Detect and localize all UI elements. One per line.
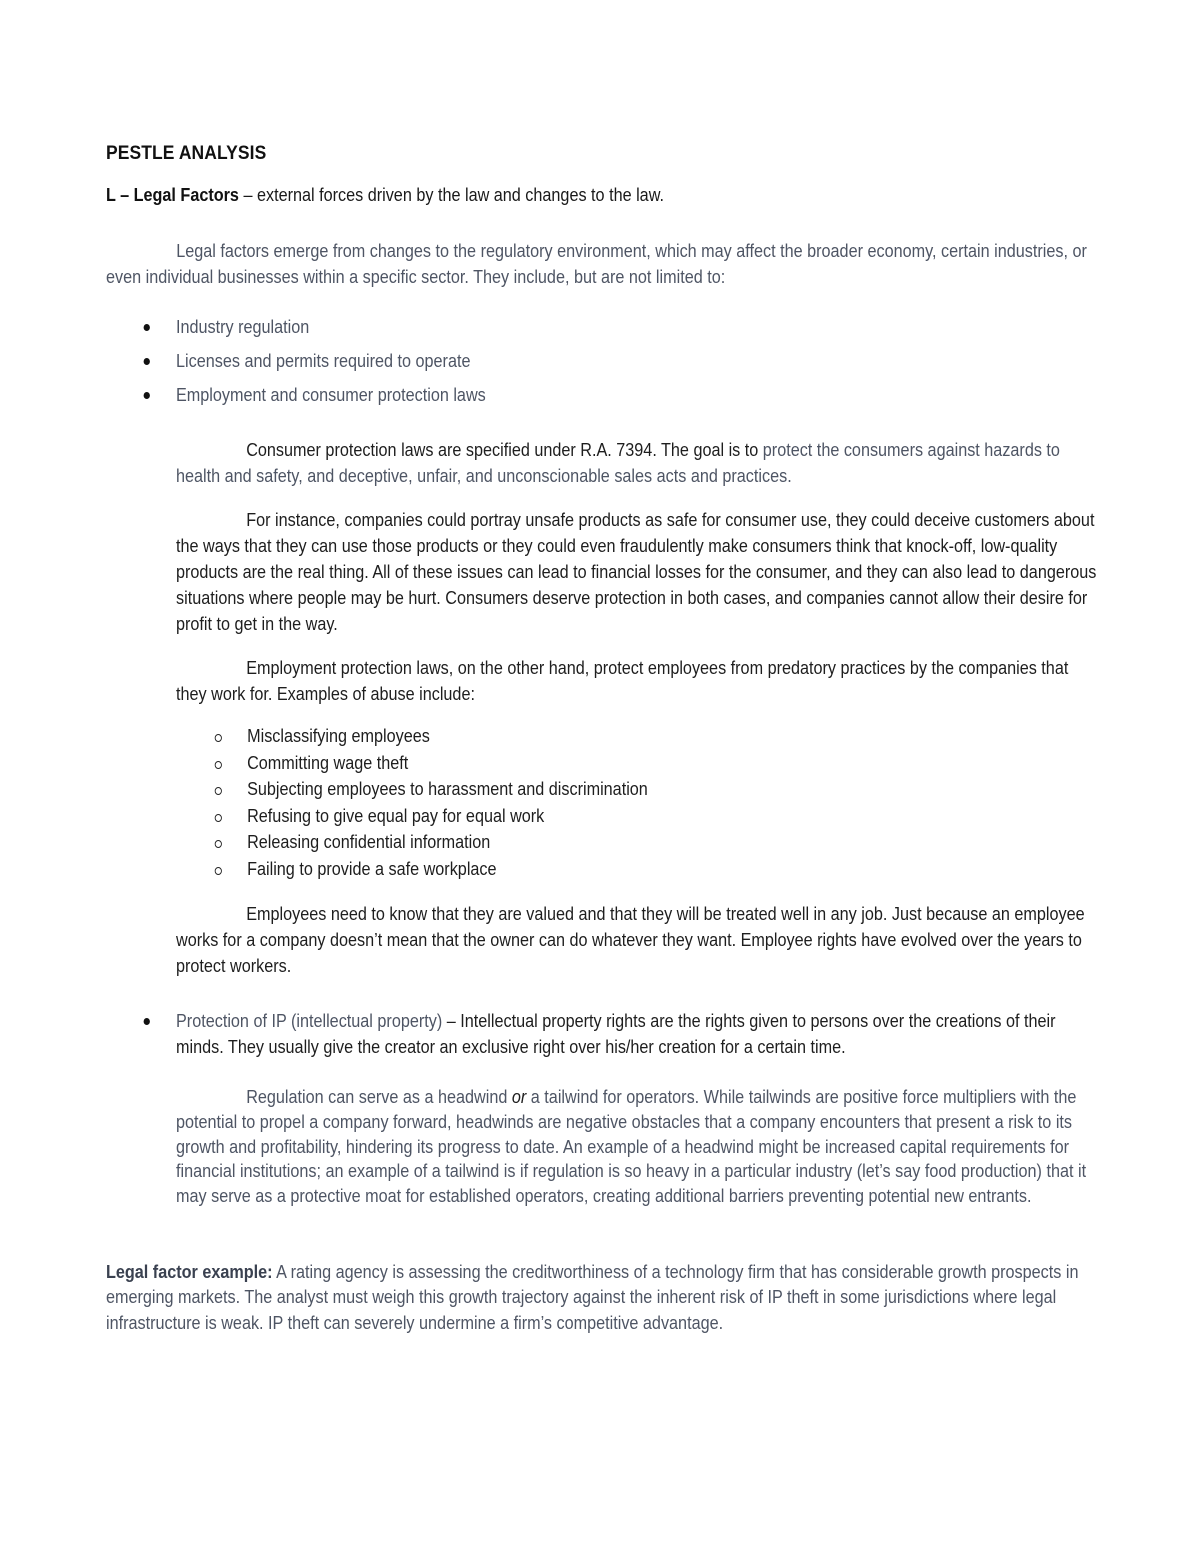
list-item: Subjecting employees to harassment and discrimination [212,776,648,803]
list-item: Failing to provide a safe workplace [212,856,648,883]
list-item: Refusing to give equal pay for equal work [212,803,648,830]
bullet-icon [144,324,150,331]
instance-paragraph [176,507,1103,637]
regulation-after-text: a tailwind for operators. While tailwinds are positive force multipliers with the potential to propel a company forward, headwinds are negative obstacles that a company encounters that present a risk to its growth and profitability, hindering its progress to date. An example of a headwind might be increased capital requirements for financial institutions; an example of a tailwind is if regulation is so heavy in a particular industry (let’s say food production) that it may serve as a protective moat for established operators, creating additional barriers preventing potential new entrants. [176,1087,1087,1207]
bullet-icon [144,358,150,365]
intro-paragraph [106,238,1096,290]
section-heading-label: L – Legal Factors [106,185,239,205]
regulation-emphasis: or [511,1087,527,1107]
bullet-icon [144,392,150,399]
circle-bullet-icon [215,734,222,742]
consumer-lead-text: Consumer protection laws are specified under R.A. 7394. The goal is to [246,440,763,460]
regulation-before-text: Regulation can serve as a headwind [246,1087,512,1107]
list-item: Committing wage theft [212,750,648,777]
intro-text: Legal factors emerge from changes to the regulatory environment, which may affect the broader economy, certain industries, or even individual businesses within a specific sector. They include, but are not limited to: [106,241,1087,287]
list-item: Releasing confidential information [212,829,648,856]
ip-bullet-item [140,1008,1094,1060]
ip-label: Protection of IP (intellectual property) [176,1011,443,1031]
section-heading-text: – external forces driven by the law and changes to the law. [238,185,664,205]
example-text: A rating agency is assessing the creditworthiness of a technology firm that has considerable growth prospects in emerging markets. The analyst must weigh this growth trajectory against the inherent risk of IP theft in some jurisdictions where legal infrastructure is weak. IP theft can severely undermine a firm’s competitive advantage. [106,1262,1079,1333]
abuse-list [212,723,648,883]
consumer-rest-text: protect the consumers against hazards to health and safety, and deceptive, unfair, and unconscionable sales acts and practices. [176,440,1060,486]
bullet-icon [144,1018,150,1025]
employment-paragraph [176,655,1103,707]
regulation-paragraph [176,1085,1103,1209]
consumer-protection-paragraph [176,437,1103,489]
ip-text: – Intellectual property rights are the rights given to persons over the creations of their minds. They usually give the creator an exclusive right over his/her creation for a certain time. [176,1011,1056,1057]
list-item: Licenses and permits required to operate [140,344,486,378]
instance-text: For instance, companies could portray unsafe products as safe for consumer use, they could deceive customers about the ways that they can use those products or they could even fraudulently make consumers think that knock-off, low-quality products are the real thing. All of these issues can lead to financial losses for the consumer, and they can also lead to dangerous situations where people may be hurt. Consumers deserve protection in both cases, and companies cannot allow their desire for profit to get in the way. [176,510,1097,634]
list-item: Employment and consumer protection laws [140,378,486,412]
list-item: Industry regulation [140,310,486,344]
employees-paragraph [176,901,1103,979]
circle-bullet-icon [215,761,222,769]
circle-bullet-icon [215,787,222,795]
circle-bullet-icon [215,840,222,848]
example-paragraph [106,1260,1096,1336]
example-label: Legal factor example: [106,1262,273,1282]
circle-bullet-icon [215,814,222,822]
employment-text: Employment protection laws, on the other hand, protect employees from predatory practices by the companies that they work for. Examples of abuse include: [176,658,1069,704]
employees-text: Employees need to know that they are valued and that they will be treated well in any job. Just because an employee works for a company doesn’t mean that the owner can do whatever they want. Employee rights have evolved over the years to protect workers. [176,904,1085,976]
page-title: PESTLE ANALYSIS [106,143,267,164]
list-item: Misclassifying employees [212,723,648,750]
section-heading [106,185,664,206]
circle-bullet-icon [215,867,222,875]
factor-bullet-list [140,310,486,412]
